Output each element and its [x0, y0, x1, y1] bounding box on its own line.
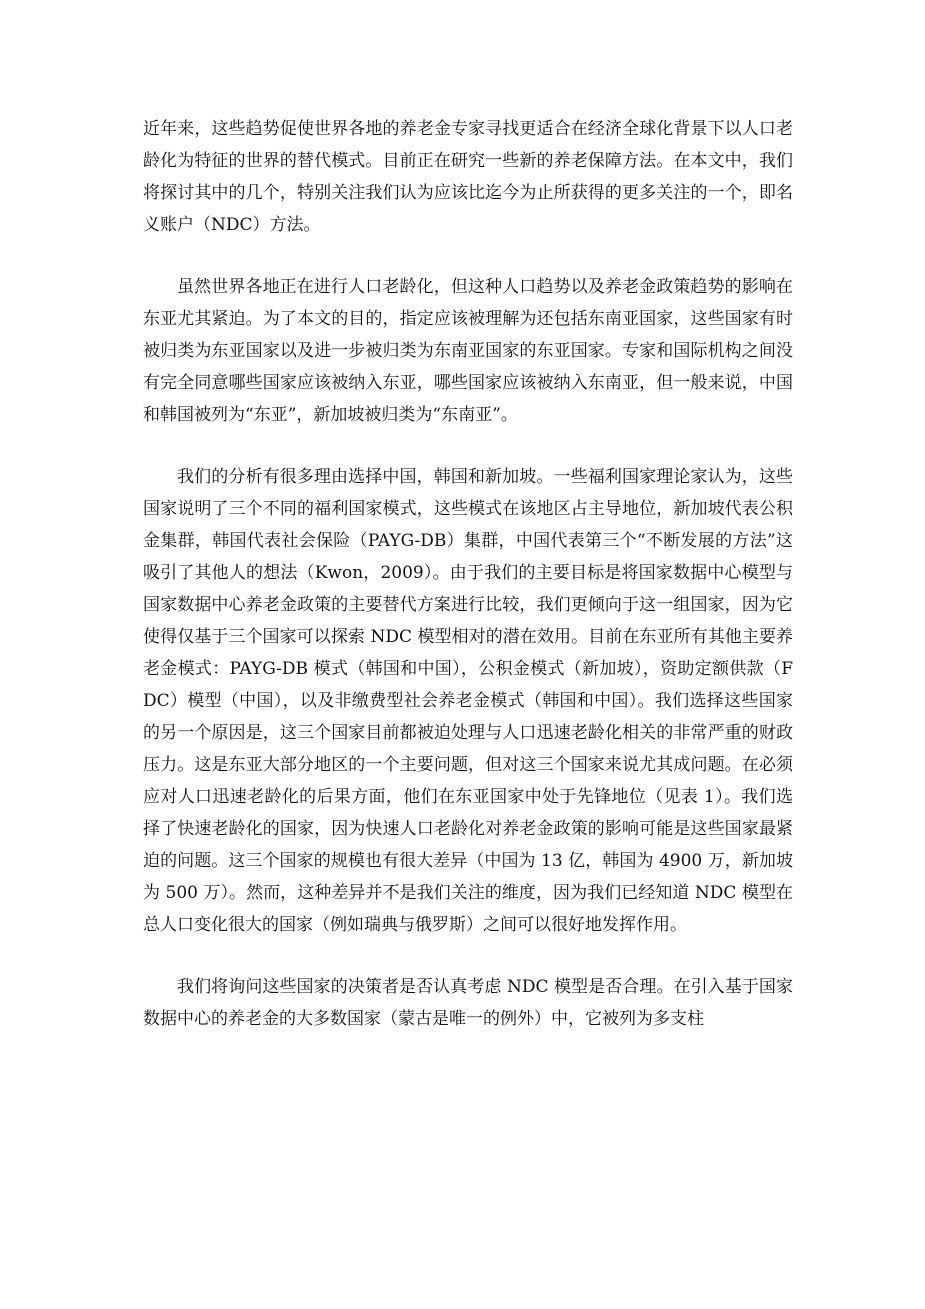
paragraph-2: 虽然世界各地正在进行人口老龄化，但这种人口趋势以及养老金政策趋势的影响在东亚尤其紧迫。为了本文的目的，指定应该被理解为还包括东南亚国家，这些国家有时被归类为东亚国家以及进一步被归类为东南亚国家的东亚国家。专家和国际机构之间没有完全同意哪些国家应该被纳入东亚，哪些国家应该被纳入东南亚，但一般来说，中国和韩国被列为“东亚”，新加坡被归类为“东南亚”。 [143, 277, 793, 425]
paragraph-3: 我们的分析有很多理由选择中国，韩国和新加坡。一些福利国家理论家认为，这些国家说明了三个不同的福利国家模式，这些模式在该地区占主导地位，新加坡代表公积金集群，韩国代表社会保险（PAYG-DB）集群，中国代表第三个“不断发展的方法”这吸引了其他人的想法（Kwon，2009）。由于我们的主要目标是将国家数据中心模型与国家数据中心养老金政策的主要替代方案进行比较，我们更倾向于这一组国家，因为它使得仅基于三个国家可以探索 NDC 模型相对的潜在效用。目前在东亚所有其他主要养老金模式：PAYG-DB 模式（韩国和中国），公积金模式（新加坡），资助定额供款（FDC）模型（中国），以及非缴费型社会养老金模式（韩国和中国）。我们选择这些国家的另一个原因是，这三个国家目前都被迫处理与人口迅速老龄化相关的非常严重的财政压力。这是东亚大部分地区的一个主要问题，但对这三个国家来说尤其成问题。在必须应对人口迅速老龄化的后果方面，他们在东亚国家中处于先锋地位（见表 1）。我们选择了快速老龄化的国家，因为快速人口老龄化对养老金政策的影响可能是这些国家最紧迫的问题。这三个国家的规模也有很大差异（中国为 13 亿，韩国为 4900 万，新加坡为 500 万）。然而，这种差异并不是我们关注的维度，因为我们已经知道 NDC 模型在总人口变化很大的国家（例如瑞典与俄罗斯）之间可以很好地发挥作用。 [143, 467, 793, 935]
document-body [143, 113, 793, 1035]
paragraph-4: 我们将询问这些国家的决策者是否认真考虑 NDC 模型是否合理。在引入基于国家数据中心的养老金的大多数国家（蒙古是唯一的例外）中，它被列为多支柱 [143, 977, 793, 1029]
paragraph-1: 近年来，这些趋势促使世界各地的养老金专家寻找更适合在经济全球化背景下以人口老龄化为特征的世界的替代模式。目前正在研究一些新的养老保障方法。在本文中，我们将探讨其中的几个，特别关注我们认为应该比迄今为止所获得的更多关注的一个，即名义账户（NDC）方法。 [143, 119, 793, 235]
